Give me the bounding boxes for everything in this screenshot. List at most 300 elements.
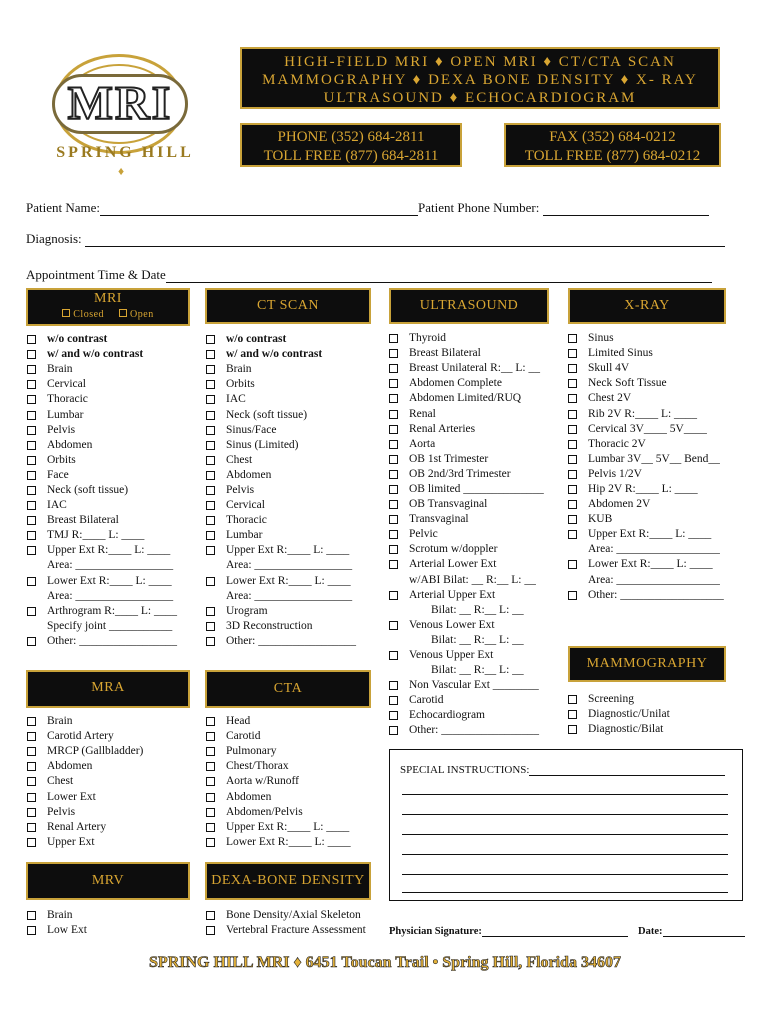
ultrasound-checkbox[interactable]: [389, 485, 398, 494]
xray-header: [568, 288, 726, 324]
mri-item-label: Area: _________________: [47, 559, 174, 572]
cta-item[interactable]: [206, 759, 351, 774]
ultrasound-item[interactable]: [389, 346, 544, 361]
mri-item[interactable]: [27, 513, 177, 528]
mri-item[interactable]: [27, 332, 177, 347]
xray-checkbox[interactable]: [568, 591, 577, 600]
xray-checkbox[interactable]: [568, 440, 577, 449]
mammography-title: MAMMOGRAPHY: [586, 656, 708, 671]
mri-item[interactable]: [27, 453, 177, 468]
ct-checkbox[interactable]: [206, 350, 215, 359]
xray-item[interactable]: [568, 331, 724, 346]
xray-checkbox[interactable]: [568, 560, 577, 569]
mri-options: [28, 309, 188, 320]
logo-text: MRI: [67, 77, 173, 130]
services-line-3: ULTRASOUND ♦ ECHOCARDIOGRAM: [323, 90, 637, 106]
services-banner: [240, 47, 720, 109]
ct-header: [205, 288, 371, 324]
mri-item[interactable]: [27, 468, 177, 483]
cta-item[interactable]: [206, 820, 351, 835]
mri-checkbox[interactable]: [27, 335, 36, 344]
ultrasound-item-label: Venous Lower Ext: [409, 618, 495, 631]
ct-item[interactable]: [206, 332, 356, 347]
ct-item-label: Abdomen: [226, 468, 272, 481]
ultrasound-item-label: OB 1st Trimester: [409, 452, 489, 465]
mri-checkbox[interactable]: [27, 441, 36, 450]
ultrasound-item[interactable]: [389, 391, 544, 406]
ultrasound-checkbox[interactable]: [389, 455, 398, 464]
mra-item[interactable]: [27, 744, 143, 759]
ultrasound-item[interactable]: [389, 361, 544, 376]
appointment-field[interactable]: [166, 271, 712, 283]
mra-item[interactable]: [27, 714, 143, 729]
xray-item[interactable]: [568, 512, 724, 527]
ultrasound-checkbox[interactable]: [389, 621, 398, 630]
ultrasound-item[interactable]: [389, 437, 544, 452]
ultrasound-item-label: Aorta: [409, 437, 436, 450]
ct-checkbox[interactable]: [206, 607, 215, 616]
cta-checkbox[interactable]: [206, 717, 215, 726]
instruction-line[interactable]: [402, 814, 728, 815]
date-field[interactable]: [663, 925, 745, 937]
mri-checkbox[interactable]: [27, 516, 36, 525]
patient-name-field[interactable]: [100, 204, 418, 216]
mri-checkbox[interactable]: [27, 471, 36, 480]
ultrasound-item[interactable]: [389, 512, 544, 527]
diagnosis-field[interactable]: [85, 235, 725, 247]
instruction-line[interactable]: [402, 892, 728, 893]
ultrasound-item[interactable]: [389, 422, 544, 437]
ultrasound-item[interactable]: [389, 376, 544, 391]
mammography-item[interactable]: [568, 707, 670, 722]
mammography-checkbox[interactable]: [568, 725, 577, 734]
ct-item-label: Pelvis: [226, 483, 255, 496]
mammography-checkbox[interactable]: [568, 695, 577, 704]
mrv-item[interactable]: [27, 923, 87, 938]
xray-item[interactable]: [568, 376, 724, 391]
ultrasound-item[interactable]: [389, 723, 544, 738]
ct-checkbox[interactable]: [206, 395, 215, 404]
mra-checkbox[interactable]: [27, 823, 36, 832]
mrv-item-label: Brain: [47, 909, 73, 922]
mri-item: [27, 558, 177, 573]
patient-phone-field[interactable]: [543, 204, 709, 216]
ultrasound-checkbox[interactable]: [389, 711, 398, 720]
xray-item[interactable]: [568, 437, 724, 452]
mra-header: [26, 670, 190, 708]
ct-checkbox[interactable]: [206, 380, 215, 389]
xray-item-label: Hip 2V R:____ L: ____: [588, 482, 698, 495]
ct-item[interactable]: [206, 347, 356, 362]
ultrasound-item[interactable]: [389, 557, 544, 572]
xray-checkbox[interactable]: [568, 530, 577, 539]
mri-item[interactable]: [27, 347, 177, 362]
ultrasound-checkbox[interactable]: [389, 591, 398, 600]
mri-checkbox[interactable]: [27, 486, 36, 495]
ct-item-label: Thoracic: [226, 514, 267, 527]
ultrasound-item[interactable]: [389, 648, 544, 663]
ultrasound-list: [389, 331, 544, 739]
ct-item-label: Sinus (Limited): [226, 438, 299, 451]
mra-checkbox[interactable]: [27, 732, 36, 741]
ct-checkbox[interactable]: [206, 456, 215, 465]
mri-item[interactable]: [27, 604, 177, 619]
xray-checkbox[interactable]: [568, 470, 577, 479]
ultrasound-checkbox[interactable]: [389, 425, 398, 434]
ultrasound-checkbox[interactable]: [389, 530, 398, 539]
mri-item-label: Arthrogram R:____ L: ____: [47, 604, 177, 617]
ultrasound-item-label: Abdomen Limited/RUQ: [409, 392, 522, 405]
ct-item[interactable]: [206, 543, 356, 558]
mri-checkbox[interactable]: [27, 501, 36, 510]
ct-checkbox[interactable]: [206, 501, 215, 510]
open-checkbox[interactable]: [119, 309, 127, 317]
cta-checkbox[interactable]: [206, 732, 215, 741]
xray-item-label: Sinus: [588, 332, 614, 345]
mri-checkbox[interactable]: [27, 426, 36, 435]
ultrasound-item[interactable]: [389, 588, 544, 603]
mri-checkbox[interactable]: [27, 531, 36, 540]
xray-checkbox[interactable]: [568, 334, 577, 343]
ct-item-label: IAC: [226, 393, 246, 406]
cta-checkbox[interactable]: [206, 823, 215, 832]
mra-item[interactable]: [27, 759, 143, 774]
ct-item[interactable]: [206, 392, 356, 407]
xray-item[interactable]: [568, 527, 724, 542]
ct-item-label: 3D Reconstruction: [226, 619, 313, 632]
ct-item[interactable]: [206, 574, 356, 589]
mri-item[interactable]: [27, 362, 177, 377]
open-label: Open: [130, 309, 154, 320]
cta-checkbox[interactable]: [206, 747, 215, 756]
cta-item-label: Abdomen: [226, 790, 272, 803]
mra-item[interactable]: [27, 789, 143, 804]
ultrasound-item-label: Bilat: __ R:__ L: __: [431, 664, 524, 677]
special-instructions-title: [400, 764, 725, 776]
mri-item-label: IAC: [47, 499, 67, 512]
mra-item-label: MRCP (Gallbladder): [47, 745, 144, 758]
xray-item[interactable]: [568, 361, 724, 376]
mra-checkbox[interactable]: [27, 793, 36, 802]
ultrasound-checkbox[interactable]: [389, 696, 398, 705]
cta-checkbox[interactable]: [206, 838, 215, 847]
mri-checkbox[interactable]: [27, 546, 36, 555]
cta-item[interactable]: [206, 774, 351, 789]
cta-item[interactable]: [206, 805, 351, 820]
cta-item-label: Chest/Thorax: [226, 760, 289, 773]
ultrasound-checkbox[interactable]: [389, 470, 398, 479]
mri-header: [26, 288, 190, 326]
xray-item[interactable]: [568, 346, 724, 361]
ultrasound-checkbox[interactable]: [389, 364, 398, 373]
xray-item[interactable]: [568, 482, 724, 497]
ct-item[interactable]: [206, 513, 356, 528]
ultrasound-checkbox[interactable]: [389, 651, 398, 660]
ultrasound-item[interactable]: [389, 331, 544, 346]
ct-item: [206, 558, 356, 573]
ct-checkbox[interactable]: [206, 335, 215, 344]
xray-item[interactable]: [568, 497, 724, 512]
ct-item-label: Orbits: [226, 378, 255, 391]
ct-checkbox[interactable]: [206, 637, 215, 646]
instruction-line[interactable]: [402, 794, 728, 795]
ultrasound-checkbox[interactable]: [389, 500, 398, 509]
xray-checkbox[interactable]: [568, 349, 577, 358]
mri-item[interactable]: [27, 498, 177, 513]
mrv-item[interactable]: [27, 908, 87, 923]
mra-checkbox[interactable]: [27, 717, 36, 726]
mri-checkbox[interactable]: [27, 380, 36, 389]
ct-checkbox[interactable]: [206, 577, 215, 586]
mri-item-label: Face: [47, 468, 69, 481]
ultrasound-item: [389, 663, 544, 678]
ultrasound-item[interactable]: [389, 693, 544, 708]
cta-item-label: Carotid: [226, 730, 261, 743]
mra-item-label: Brain: [47, 715, 73, 728]
mri-item[interactable]: [27, 543, 177, 558]
mra-item-label: Lower Ext: [47, 790, 96, 803]
mri-item[interactable]: [27, 574, 177, 589]
xray-checkbox[interactable]: [568, 379, 577, 388]
logo-subtitle: SPRING HILL: [56, 144, 194, 161]
ct-item[interactable]: [206, 498, 356, 513]
ct-checkbox[interactable]: [206, 531, 215, 540]
patient-phone-label: Patient Phone Number:: [418, 200, 540, 215]
mra-checkbox[interactable]: [27, 808, 36, 817]
cta-item[interactable]: [206, 835, 351, 850]
ct-item[interactable]: [206, 634, 356, 649]
mri-checkbox[interactable]: [27, 577, 36, 586]
xray-title: X-RAY: [624, 298, 670, 313]
mri-checkbox[interactable]: [27, 607, 36, 616]
ct-item[interactable]: [206, 619, 356, 634]
ct-item[interactable]: [206, 423, 356, 438]
xray-checkbox[interactable]: [568, 455, 577, 464]
xray-item[interactable]: [568, 467, 724, 482]
xray-item-label: Thoracic 2V: [588, 437, 646, 450]
xray-item[interactable]: [568, 391, 724, 406]
mri-item-label: TMJ R:____ L: ____: [47, 529, 145, 542]
instruction-line[interactable]: [402, 874, 728, 875]
diagnosis-row: [26, 231, 725, 247]
ultrasound-checkbox[interactable]: [389, 726, 398, 735]
mri-checkbox[interactable]: [27, 365, 36, 374]
diagnosis-label: Diagnosis:: [26, 231, 82, 246]
cta-checkbox[interactable]: [206, 793, 215, 802]
ultrasound-checkbox[interactable]: [389, 440, 398, 449]
mrv-list: [27, 908, 87, 938]
xray-checkbox[interactable]: [568, 500, 577, 509]
ultrasound-item[interactable]: [389, 482, 544, 497]
mri-item[interactable]: [27, 438, 177, 453]
ct-checkbox[interactable]: [206, 516, 215, 525]
cta-list: [206, 714, 351, 850]
ct-checkbox[interactable]: [206, 411, 215, 420]
ct-checkbox[interactable]: [206, 546, 215, 555]
ct-item[interactable]: [206, 377, 356, 392]
ultrasound-checkbox[interactable]: [389, 681, 398, 690]
special-instructions-field[interactable]: [529, 764, 725, 776]
ct-item[interactable]: [206, 407, 356, 422]
mri-item-label: Thoracic: [47, 393, 88, 406]
ultrasound-checkbox[interactable]: [389, 394, 398, 403]
ultrasound-item[interactable]: [389, 678, 544, 693]
mri-item[interactable]: [27, 392, 177, 407]
dexa-item-label: Bone Density/Axial Skeleton: [226, 909, 361, 922]
ultrasound-item[interactable]: [389, 618, 544, 633]
ct-item[interactable]: [206, 438, 356, 453]
ct-checkbox[interactable]: [206, 365, 215, 374]
mri-item-label: Brain: [47, 363, 73, 376]
ultrasound-item[interactable]: [389, 406, 544, 421]
ultrasound-checkbox[interactable]: [389, 545, 398, 554]
special-instructions-box: [389, 749, 743, 901]
mra-checkbox[interactable]: [27, 777, 36, 786]
ultrasound-item[interactable]: [389, 527, 544, 542]
mra-checkbox[interactable]: [27, 762, 36, 771]
mri-checkbox[interactable]: [27, 456, 36, 465]
appointment-label: Appointment Time & Date: [26, 267, 166, 282]
xray-checkbox[interactable]: [568, 410, 577, 419]
mammography-checkbox[interactable]: [568, 710, 577, 719]
ct-list: [206, 332, 356, 649]
ct-item[interactable]: [206, 468, 356, 483]
xray-checkbox[interactable]: [568, 485, 577, 494]
mra-item[interactable]: [27, 805, 143, 820]
ultrasound-item[interactable]: [389, 452, 544, 467]
mra-item[interactable]: [27, 729, 143, 744]
mri-item-label: Upper Ext R:____ L: ____: [47, 544, 171, 557]
mri-item[interactable]: [27, 377, 177, 392]
mammography-item[interactable]: [568, 692, 670, 707]
ultrasound-item[interactable]: [389, 542, 544, 557]
cta-item-label: Lower Ext R:____ L: ____: [226, 835, 351, 848]
cta-checkbox[interactable]: [206, 762, 215, 771]
xray-item[interactable]: [568, 588, 724, 603]
ct-item[interactable]: [206, 604, 356, 619]
mra-checkbox[interactable]: [27, 747, 36, 756]
ultrasound-item-label: Carotid: [409, 694, 444, 707]
ultrasound-checkbox[interactable]: [389, 349, 398, 358]
instruction-line[interactable]: [402, 834, 728, 835]
ultrasound-item-label: Other: _________________: [409, 724, 540, 737]
xray-item[interactable]: [568, 452, 724, 467]
ultrasound-checkbox[interactable]: [389, 379, 398, 388]
ct-item-label: w/ and w/o contrast: [226, 348, 323, 361]
mrv-checkbox[interactable]: [27, 911, 36, 920]
mri-item[interactable]: [27, 528, 177, 543]
ultrasound-item-label: Transvaginal: [409, 513, 469, 526]
dexa-item[interactable]: [206, 908, 366, 923]
mra-item[interactable]: [27, 774, 143, 789]
xray-item-label: Rib 2V R:____ L: ____: [588, 407, 698, 420]
physician-signature-label: Physician Signature:: [389, 926, 482, 937]
xray-checkbox[interactable]: [568, 394, 577, 403]
mammography-item[interactable]: [568, 722, 670, 737]
xray-item: [568, 573, 724, 588]
mrv-checkbox[interactable]: [27, 926, 36, 935]
ct-item[interactable]: [206, 483, 356, 498]
dexa-item[interactable]: [206, 923, 366, 938]
ct-checkbox[interactable]: [206, 426, 215, 435]
ultrasound-item[interactable]: [389, 708, 544, 723]
cta-item[interactable]: [206, 744, 351, 759]
fax-tollfree: TOLL FREE (877) 684-0212: [524, 148, 701, 164]
ultrasound-item-label: Arterial Lower Ext: [409, 558, 497, 571]
physician-signature-field[interactable]: [482, 925, 628, 937]
xray-checkbox[interactable]: [568, 425, 577, 434]
physician-signature-row: [389, 925, 628, 937]
ct-checkbox[interactable]: [206, 471, 215, 480]
services-line-2: MAMMOGRAPHY ♦ DEXA BONE DENSITY ♦ X- RAY: [262, 72, 698, 88]
mri-checkbox[interactable]: [27, 637, 36, 646]
mri-item[interactable]: [27, 483, 177, 498]
mri-checkbox[interactable]: [27, 395, 36, 404]
xray-item-label: Pelvis 1/2V: [588, 467, 642, 480]
xray-checkbox[interactable]: [568, 515, 577, 524]
cta-item[interactable]: [206, 714, 351, 729]
closed-checkbox[interactable]: [62, 309, 70, 317]
ultrasound-header: [389, 288, 549, 324]
mra-item[interactable]: [27, 835, 143, 850]
mri-item[interactable]: [27, 634, 177, 649]
dexa-checkbox[interactable]: [206, 911, 215, 920]
mri-item[interactable]: [27, 423, 177, 438]
ct-checkbox[interactable]: [206, 622, 215, 631]
dexa-checkbox[interactable]: [206, 926, 215, 935]
cta-item[interactable]: [206, 729, 351, 744]
xray-checkbox[interactable]: [568, 364, 577, 373]
xray-item-label: Other: __________________: [588, 588, 724, 601]
ct-item[interactable]: [206, 453, 356, 468]
mra-item[interactable]: [27, 820, 143, 835]
cta-checkbox[interactable]: [206, 808, 215, 817]
cta-item[interactable]: [206, 789, 351, 804]
mra-list: [27, 714, 143, 850]
ultrasound-item-label: OB 2nd/3rd Trimester: [409, 467, 511, 480]
ultrasound-checkbox[interactable]: [389, 515, 398, 524]
cta-item-label: Head: [226, 715, 251, 728]
mri-checkbox[interactable]: [27, 350, 36, 359]
ct-checkbox[interactable]: [206, 486, 215, 495]
mra-checkbox[interactable]: [27, 838, 36, 847]
ultrasound-item-label: Bilat: __ R:__ L: __: [431, 603, 524, 616]
ultrasound-checkbox[interactable]: [389, 410, 398, 419]
mri-item-label: w/ and w/o contrast: [47, 348, 144, 361]
xray-item[interactable]: [568, 557, 724, 572]
ultrasound-checkbox[interactable]: [389, 334, 398, 343]
xray-item-label: Neck Soft Tissue: [588, 377, 667, 390]
mammography-list: [568, 692, 670, 737]
ct-item[interactable]: [206, 362, 356, 377]
xray-item[interactable]: [568, 422, 724, 437]
ultrasound-checkbox[interactable]: [389, 560, 398, 569]
cta-checkbox[interactable]: [206, 777, 215, 786]
ultrasound-item[interactable]: [389, 497, 544, 512]
fax-banner: [504, 123, 721, 167]
instruction-line[interactable]: [402, 854, 728, 855]
ultrasound-item[interactable]: [389, 467, 544, 482]
mri-list: [27, 332, 177, 649]
dexa-list: [206, 908, 366, 938]
ct-item[interactable]: [206, 528, 356, 543]
mri-item[interactable]: [27, 407, 177, 422]
cta-item-label: Pulmonary: [226, 745, 277, 758]
ct-item-label: Other: _________________: [226, 634, 357, 647]
xray-item[interactable]: [568, 406, 724, 421]
ct-checkbox[interactable]: [206, 441, 215, 450]
mri-checkbox[interactable]: [27, 411, 36, 420]
